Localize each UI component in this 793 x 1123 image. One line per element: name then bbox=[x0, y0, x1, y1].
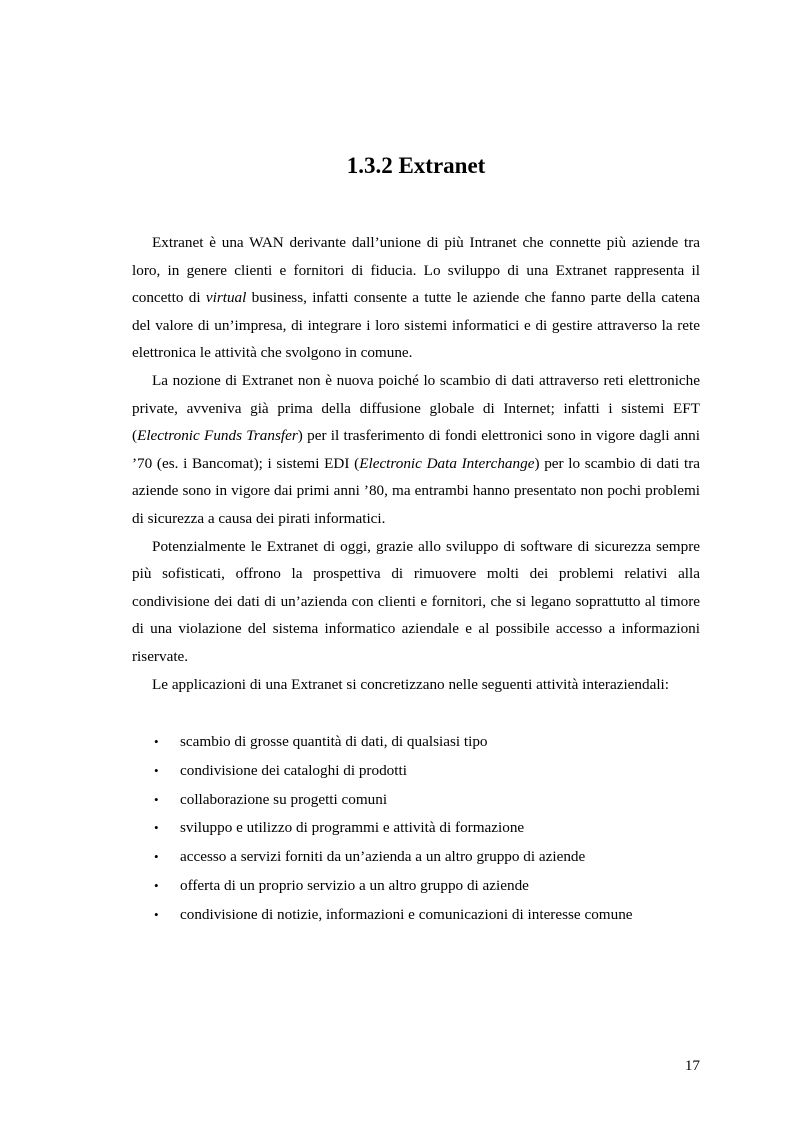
paragraph-2-text-c: ) per lo scambio di dati tra aziende sono in vigore dai primi anni ’80, ma entrambi hanno presentato non pochi problemi di sicurezza a causa dei pirati informatici. bbox=[132, 454, 701, 527]
body-text bbox=[132, 229, 700, 698]
paragraph-2-italic-edi: Electronic Data Interchange bbox=[359, 454, 535, 472]
list-item bbox=[132, 872, 700, 901]
list-item bbox=[132, 757, 700, 786]
bullet-list bbox=[132, 728, 700, 930]
paragraph-1 bbox=[132, 229, 700, 367]
paragraph-3: Potenzialmente le Extranet di oggi, grazie allo sviluppo di software di sicurezza sempre più sofisticati, offrono la prospettiva di rimuovere molti dei problemi relativi alla condivisione dei dati di un’azienda con clienti e fornitori, che si legano soprattutto al timore di una violazione del sistema informatico aziendale e al possibile accesso a informazioni riservate. bbox=[132, 537, 700, 665]
bullet-icon: • bbox=[154, 849, 159, 865]
page-number: 17 bbox=[684, 1057, 700, 1074]
list-item-text: sviluppo e utilizzo di programmi e attività di formazione bbox=[180, 819, 525, 837]
list-item-text: offerta di un proprio servizio a un altro gruppo di aziende bbox=[180, 876, 529, 894]
paragraph-4: Le applicazioni di una Extranet si concretizzano nelle seguenti attività interaziendali: bbox=[152, 675, 669, 693]
list-item bbox=[132, 814, 700, 843]
bullet-icon: • bbox=[154, 762, 159, 778]
bullet-icon: • bbox=[154, 734, 159, 749]
paragraph-2-text-b: ) per il trasferimento di fondi elettronici sono in vigore dagli anni ’70 (es. i Bancomat); i sistemi EDI ( bbox=[132, 427, 700, 472]
list-item bbox=[132, 843, 700, 872]
bullet-icon: • bbox=[154, 906, 159, 922]
list-item bbox=[132, 786, 700, 815]
list-item bbox=[132, 901, 700, 930]
paragraph-2 bbox=[132, 367, 700, 533]
bullet-icon: • bbox=[154, 791, 159, 807]
bullet-icon: • bbox=[154, 820, 159, 836]
document-page bbox=[132, 0, 700, 1123]
list-item-text: collaborazione su progetti comuni bbox=[180, 790, 388, 808]
paragraph-1-text-b: business, infatti consente a tutte le aziende che fanno parte della catena del valore di un’impresa, di integrare i loro sistemi informatici e di gestire attraverso la rete elettronica le attività che svolgono in comune. bbox=[132, 289, 700, 362]
paragraph-2-text-a: La nozione di Extranet non è nuova poiché lo scambio di dati attraverso reti elettroniche private, avveniva già prima della diffusione globale di Internet; infatti i sistemi EFT ( bbox=[132, 371, 700, 445]
list-item-text: scambio di grosse quantità di dati, di qualsiasi tipo bbox=[180, 733, 488, 750]
list-item bbox=[132, 728, 700, 757]
paragraph-1-italic-virtual: virtual bbox=[205, 289, 247, 307]
list-item-text: condivisione di notizie, informazioni e comunicazioni di interesse comune bbox=[180, 905, 633, 923]
paragraph-1-text-a: Extranet è una WAN derivante dall’unione di più Intranet che connette più aziende tra loro, in genere clienti e fornitori di fiducia. Lo sviluppo di una Extranet rappresenta il concetto di bbox=[132, 234, 700, 307]
list-item-text: condivisione dei cataloghi di prodotti bbox=[180, 761, 407, 779]
bullet-icon: • bbox=[154, 877, 159, 893]
paragraph-2-italic-eft: Electronic Funds Transfer bbox=[137, 427, 298, 445]
section-title: 1.3.2 Extranet bbox=[346, 153, 486, 178]
list-item-text: accesso a servizi forniti da un’azienda a un altro gruppo di aziende bbox=[180, 848, 586, 866]
